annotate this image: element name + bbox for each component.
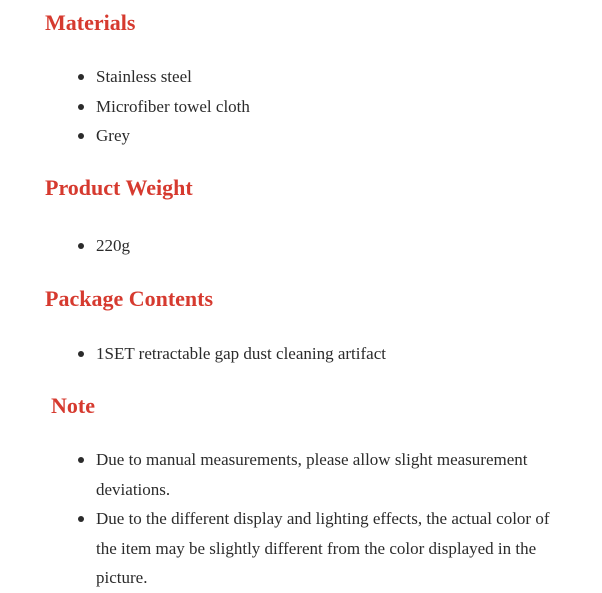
materials-heading: Materials bbox=[45, 10, 136, 35]
product-weight-list bbox=[0, 231, 602, 261]
list-item-text: Due to manual measurements, please allow slight measurement deviations. bbox=[96, 450, 528, 499]
bullet-icon bbox=[78, 243, 84, 249]
list-item-text: 220g bbox=[96, 236, 130, 255]
list-item bbox=[0, 62, 571, 92]
list-item bbox=[0, 121, 571, 151]
materials-list bbox=[0, 62, 602, 151]
note-heading: Note bbox=[51, 393, 95, 418]
product-weight-heading: Product Weight bbox=[45, 175, 193, 200]
bullet-icon bbox=[78, 74, 84, 80]
list-item bbox=[0, 92, 571, 122]
bullet-icon bbox=[78, 351, 84, 357]
list-item-text: Grey bbox=[96, 126, 130, 145]
bullet-icon bbox=[78, 457, 84, 463]
list-item-text: Due to the different display and lighting effects, the actual color of the item may be slightly different from the color displayed in the picture. bbox=[96, 509, 550, 587]
list-item-text: 1SET retractable gap dust cleaning artifact bbox=[96, 344, 386, 363]
bullet-icon bbox=[78, 516, 84, 522]
list-item bbox=[0, 504, 571, 593]
package-contents-list bbox=[0, 339, 602, 369]
list-item bbox=[0, 231, 571, 261]
bullet-icon bbox=[78, 104, 84, 110]
list-item bbox=[0, 445, 571, 504]
package-contents-heading: Package Contents bbox=[45, 286, 214, 311]
bullet-icon bbox=[78, 133, 84, 139]
list-item bbox=[0, 339, 571, 369]
note-list bbox=[0, 445, 602, 593]
list-item-text: Stainless steel bbox=[96, 67, 192, 86]
list-item-text: Microfiber towel cloth bbox=[96, 96, 250, 116]
